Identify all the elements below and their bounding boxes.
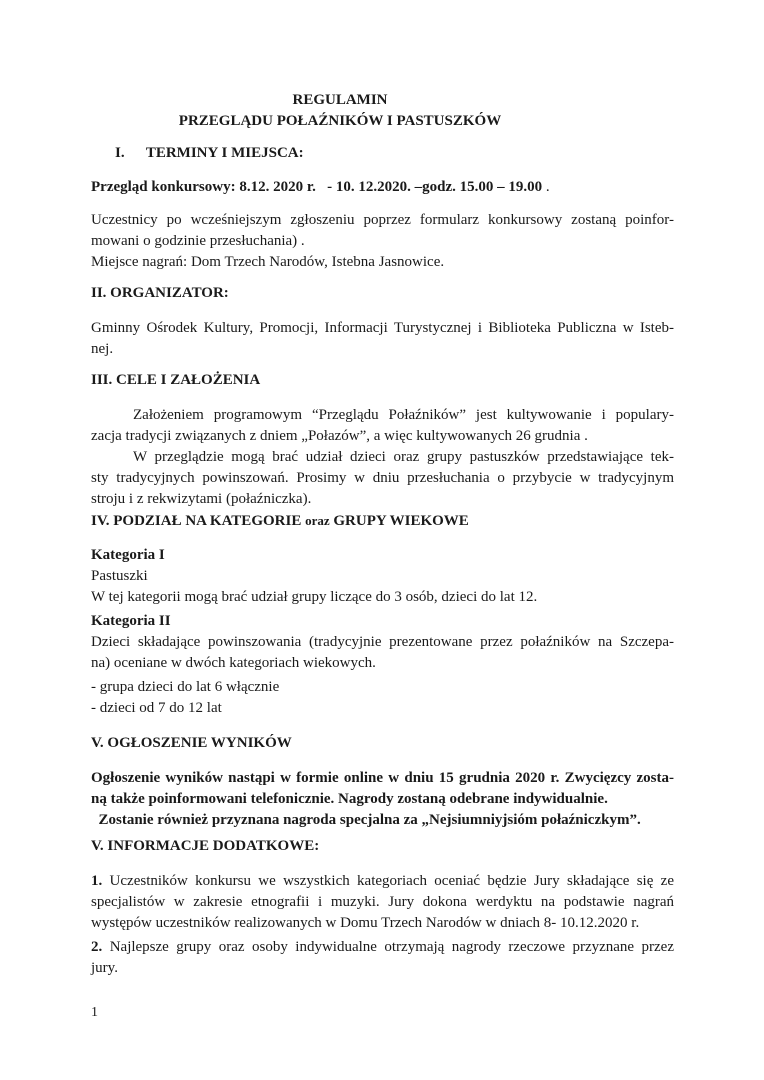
age-group-item: - dzieci od 7 do 12 lat: [91, 700, 222, 716]
section-1-heading: I. TERMINY I MIEJSCA:: [115, 145, 304, 161]
section-6-heading: V. INFORMACJE DODATKOWE:: [91, 838, 320, 854]
section-3-heading: III. CELE I ZAŁOŻENIA: [91, 372, 261, 388]
recording-place: Miejsce nagrań: Dom Trzech Narodów, Istebna Jasnowice.: [91, 254, 445, 270]
category-1: Kategoria I Pastuszki W tej kategorii mogą brać udział grupy liczące do 3 osób, dzieci do lat 12.: [91, 545, 674, 608]
organizer-text: Gminny Ośrodek Kultury, Promocji, Informacji Turystycznej i Biblioteka Publiczna w Isteb- nej.: [91, 320, 674, 357]
competition-dates: Przegląd konkursowy: 8.12. 2020 r. - 10. 12.2020. –godz. 15.00 – 19.00 .: [91, 179, 550, 195]
additional-item-1: 1. Uczestników konkursu we wszystkich kategoriach oceniać będzie Jury składające się ze specjalistów w zakresie etnografii i muzyki. Jury dokona werdyktu na podstawie nagrań występów uczestników realizowanych w Domu Trzech Narodów w dniach 8- 10.12.2020 r.: [91, 873, 674, 931]
age-groups: [91, 677, 674, 719]
page-number: 1: [91, 1005, 98, 1020]
section-2-heading: II. ORGANIZATOR:: [91, 285, 229, 301]
additional-item-2: 2. Najlepsze grupy oraz osoby indywidualne otrzymają nagrody rzeczowe przyznane przez jury.: [91, 939, 674, 976]
title-line-2: PRZEGLĄDU POŁAŹNIKÓW I PASTUSZKÓW: [178, 113, 502, 129]
goals-text: Założeniem programowym “Przeglądu Połaźników” jest kultywowanie i populary- zacja tradycji związanych z dniem „Połazów”, a więc kultywowanych 26 grudnia . W przeglądzie mogą brać udział dzieci oraz grupy pastuszków przedstawiające tek- sty tradycyjnych powinszowań. Prosimy w dniu przesłuchania o przybycie w tradycyjnym stroju i z rekwizytami (połaźniczka).: [91, 407, 674, 507]
participants-info: Uczestnicy po wcześniejszym zgłoszeniu poprzez formularz konkursowy zostaną poinfor- mowani o godzinie przesłuchania) . Miejsce nagrań: Dom Trzech Narodów, Istebna Jasnowice.: [91, 210, 674, 273]
section-5-heading: V. OGŁOSZENIE WYNIKÓW: [91, 735, 292, 751]
document-title: [0, 90, 680, 132]
category-1-title: Kategoria I: [91, 547, 165, 563]
title-line-1: REGULAMIN: [292, 92, 388, 108]
category-2: Kategoria II Dzieci składające powinszowania (tradycyjnie prezentowane przez połaźników na Szczepa- na) oceniane w dwóch kategoriach wiekowych.: [91, 613, 674, 671]
section-4-heading: IV. PODZIAŁ NA KATEGORIE oraz GRUPY WIEKOWE: [91, 513, 469, 529]
category-2-title: Kategoria II: [91, 613, 171, 629]
results-text: Ogłoszenie wyników nastąpi w formie online w dniu 15 grudnia 2020 r. Zwycięzcy zosta- ną także poinformowani telefonicznie. Nagrody zostaną odebrane indywidualnie. Zostanie również przyznana nagroda specjalna za „Nejsiumniyjsióm połaźniczkym”.: [91, 770, 674, 828]
age-group-item: - grupa dzieci do lat 6 włącznie: [91, 679, 280, 695]
